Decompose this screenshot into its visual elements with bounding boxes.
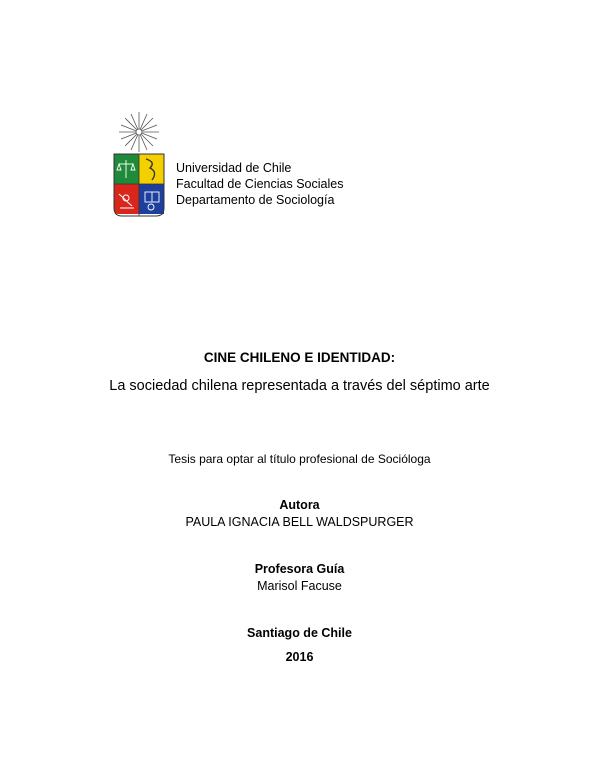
faculty-name: Facultad de Ciencias Sociales <box>176 177 344 191</box>
author-label: Autora <box>279 498 320 512</box>
university-name: Universidad de Chile <box>176 161 292 175</box>
degree-statement: Tesis para optar al título profesional de Socióloga <box>168 452 431 466</box>
thesis-title: CINE CHILENO E IDENTIDAD: <box>203 350 396 365</box>
department-name: Departamento de Sociología <box>176 193 335 207</box>
thesis-subtitle: La sociedad chilena representada a través del séptimo arte <box>109 378 490 394</box>
advisor-name: Marisol Facuse <box>257 579 342 593</box>
advisor-label: Profesora Guía <box>254 562 345 576</box>
year: 2016 <box>285 650 314 664</box>
place: Santiago de Chile <box>247 626 352 640</box>
institution-block <box>176 160 343 208</box>
university-of-chile-seal-icon <box>110 110 168 220</box>
author-name: PAULA IGNACIA BELL WALDSPURGER <box>185 515 414 529</box>
